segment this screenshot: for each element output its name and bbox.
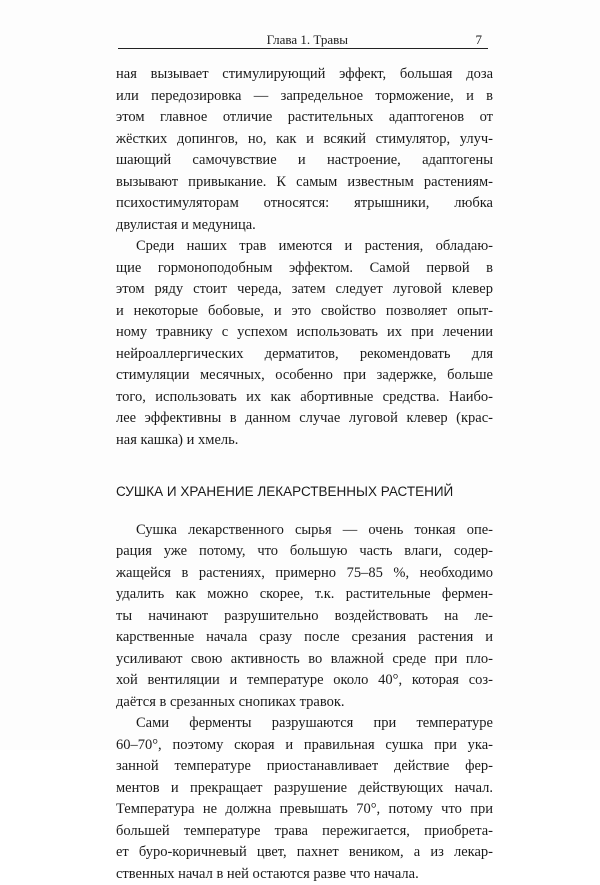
paragraph-2: [116, 236, 493, 451]
section-heading: СУШКА И ХРАНЕНИЕ ЛЕКАРСТВЕННЫХ РАСТЕНИЙ: [116, 481, 493, 503]
text-line: Среди наших трав имеются и растения, обладаю-: [116, 236, 493, 258]
running-header: [118, 30, 488, 52]
text-line: Сами ферменты разрушаются при температуре: [116, 713, 493, 735]
paragraph-4: [116, 713, 493, 885]
text-line: 60–70°, поэтому скорая и правильная сушка при ука-: [116, 735, 493, 757]
paragraph-1: [116, 64, 493, 236]
text-line: ментов и прекращает разрушение действующих начал.: [116, 778, 493, 800]
text-line: этом ряду стоит череда, затем следует луговой клевер: [116, 279, 493, 301]
text-line: или передозировка — запредельное торможение, и в: [116, 86, 493, 108]
text-line: ты начинают разрушительно воздействовать на ле-: [116, 606, 493, 628]
text-line: этом главное отличие растительных адаптогенов от: [116, 107, 493, 129]
text-line: усиливают свою активность во влажной среде при пло-: [116, 649, 493, 671]
text-line: удалить как можно скорее, т.к. растительные фермен-: [116, 584, 493, 606]
text-line: жащейся в растениях, примерно 75–85 %, необходимо: [116, 563, 493, 585]
text-line: рация уже потому, что большую часть влаги, содер-: [116, 541, 493, 563]
text-line: большей температуре трава пережигается, приобрета-: [116, 821, 493, 843]
text-line: шающий самочувствие и настроение, адаптогены: [116, 150, 493, 172]
text-line: жёстких допингов, но, как и всякий стимулятор, улуч-: [116, 129, 493, 151]
text-line: карственные начала сразу после срезания растения и: [116, 627, 493, 649]
text-line: ная вызывает стимулирующий эффект, большая доза: [116, 64, 493, 86]
text-line: щие гормоноподобным эффектом. Самой первой в: [116, 258, 493, 280]
text-line: психостимуляторам относятся: ятрышники, любка: [116, 193, 493, 215]
text-line: занной температуре приостанавливает действие фер-: [116, 756, 493, 778]
header-rule: [118, 48, 488, 49]
text-line: ственных начал в ней остаются разве что начала.: [116, 864, 493, 885]
body-text: [116, 64, 493, 885]
text-line: Температура не должна превышать 70°, потому что при: [116, 799, 493, 821]
chapter-title: Глава 1. Травы: [267, 32, 348, 48]
page-number: 7: [476, 32, 483, 48]
text-line: ная кашка) и хмель.: [116, 430, 493, 452]
paragraph-3: [116, 520, 493, 714]
text-line: хой вентиляции и температуре около 40°, которая соз-: [116, 670, 493, 692]
text-line: даётся в срезанных снопиках травок.: [116, 692, 493, 714]
text-line: Сушка лекарственного сырья — очень тонкая опе-: [116, 520, 493, 542]
text-line: того, использовать их как абортивные средства. Наибо-: [116, 387, 493, 409]
text-line: стимуляции месячных, особенно при задержке, больше: [116, 365, 493, 387]
text-line: нейроаллергических дерматитов, рекомендовать для: [116, 344, 493, 366]
text-line: двулистая и медуница.: [116, 215, 493, 237]
text-line: ному травнику с успехом использовать их при лечении: [116, 322, 493, 344]
text-line: вызывают привыкание. К самым известным растениям-: [116, 172, 493, 194]
text-line: и некоторые бобовые, и это свойство позволяет опыт-: [116, 301, 493, 323]
text-line: лее эффективны в данном случае луговой клевер (крас-: [116, 408, 493, 430]
text-line: ет буро-коричневый цвет, пахнет веником, а из лекар-: [116, 842, 493, 864]
